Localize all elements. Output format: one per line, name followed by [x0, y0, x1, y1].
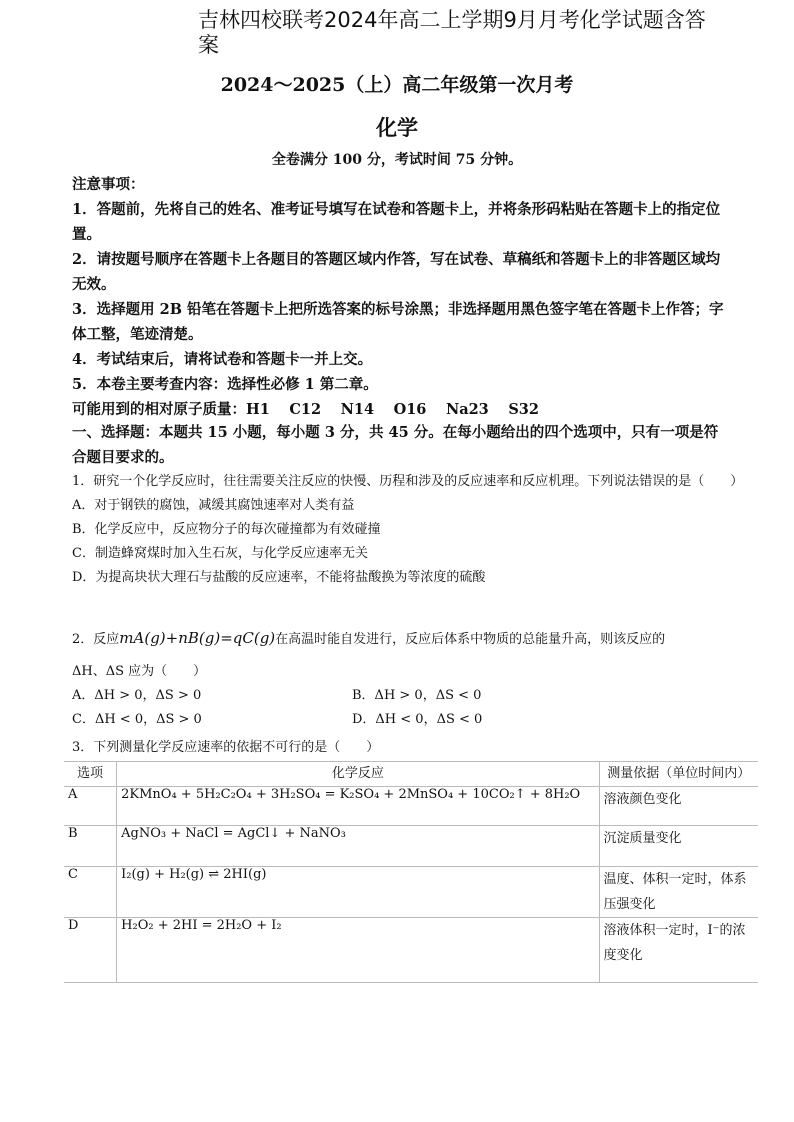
table-row — [64, 787, 758, 826]
option-d: D．ΔH < 0，ΔS < 0 — [352, 712, 483, 727]
header-reaction: 化学反应 — [117, 762, 599, 787]
notes-heading: 注意事项： — [72, 176, 145, 193]
row-option: A — [64, 787, 117, 826]
options-grid — [72, 684, 742, 732]
reaction-equation: mA(g)+nB(g)=qC(g) — [119, 629, 276, 647]
option-d: D．为提高块状大理石与盐酸的反应速率，不能将盐酸换为等浓度的硫酸 — [72, 570, 486, 585]
section-heading: 一、选择题：本题共 15 小题，每小题 3 分，共 45 分。在每小题给出的四个选项中，只有一项是符合题目要求的。 — [72, 424, 719, 466]
table-row — [64, 918, 758, 983]
document-title: 吉林四校联考2024年高二上学期9月月考化学试题含答案 — [198, 8, 706, 57]
question-3-table — [64, 761, 758, 983]
question-stem — [72, 626, 742, 652]
row-basis: 溶液体积一定时，I⁻的浓度变化 — [599, 918, 758, 983]
exam-title: 2024～2025（上）高二年级第一次月考 — [220, 74, 574, 96]
notes-block — [72, 172, 732, 422]
question-stem-line2: ΔH、ΔS 应为（ ） — [72, 664, 207, 679]
note-item: 2．请按题号顺序在答题卡上各题目的答题区域内作答，写在试卷、草稿纸和答题卡上的非答题区域均无效。 — [72, 251, 721, 293]
question-1 — [72, 470, 742, 590]
exam-meta: 全卷满分 100 分，考试时间 75 分钟。 — [271, 152, 523, 168]
row-basis: 温度、体积一定时，体系压强变化 — [599, 867, 758, 918]
table-row — [64, 826, 758, 867]
question-2 — [72, 626, 742, 732]
row-basis: 沉淀质量变化 — [599, 826, 758, 867]
note-item: 3．选择题用 2B 铅笔在答题卡上把所选答案的标号涂黑；非选择题用黑色签字笔在答题卡上作答；字体工整，笔迹清楚。 — [72, 301, 724, 343]
row-option: B — [64, 826, 117, 867]
row-reaction: 2KMnO₄ + 5H₂C₂O₄ + 3H₂SO₄ = K₂SO₄ + 2MnSO₄ + 10CO₂↑ + 8H₂O — [117, 787, 599, 826]
stem-prefix: 2．反应 — [72, 632, 120, 647]
option-a: A．ΔH > 0，ΔS > 0 — [72, 688, 202, 703]
atomic-masses: 可能用到的相对原子质量：H1 C12 N14 O16 Na23 S32 — [72, 401, 539, 418]
note-item: 1．答题前，先将自己的姓名、准考证号填写在试卷和答题卡上，并将条形码粘贴在答题卡上的指定位置。 — [72, 201, 721, 243]
option-c: C．ΔH < 0，ΔS > 0 — [72, 712, 202, 727]
header-basis: 测量依据（单位时间内） — [599, 762, 758, 787]
row-reaction: H₂O₂ + 2HI = 2H₂O + I₂ — [117, 918, 599, 983]
note-item: 5．本卷主要考查内容：选择性必修 1 第二章。 — [72, 376, 378, 393]
question-stem: 1．研究一个化学反应时，往往需要关注反应的快慢、历程和涉及的反应速率和反应机理。下列说法错误的是（ ） — [72, 474, 744, 489]
option-b: B．ΔH > 0，ΔS < 0 — [352, 688, 482, 703]
table-row — [64, 867, 758, 918]
stem-suffix: 在高温时能自发进行，反应后体系中物质的总能量升高，则该反应的 — [275, 632, 666, 647]
row-reaction: AgNO₃ + NaCl = AgCl↓ + NaNO₃ — [117, 826, 599, 867]
question-3-stem: 3．下列测量化学反应速率的依据不可行的是（ ） — [72, 740, 380, 755]
note-item: 4．考试结束后，请将试卷和答题卡一并上交。 — [72, 351, 373, 368]
row-option: D — [64, 918, 117, 983]
row-option: C — [64, 867, 117, 918]
row-basis: 溶液颜色变化 — [599, 787, 758, 826]
row-reaction: I₂(g) + H₂(g) ⇌ 2HI(g) — [117, 867, 599, 918]
option-b: B．化学反应中，反应物分子的每次碰撞都为有效碰撞 — [72, 522, 381, 537]
option-a: A．对于钢铁的腐蚀，减缓其腐蚀速率对人类有益 — [72, 498, 355, 513]
option-c: C．制造蜂窝煤时加入生石灰，与化学反应速率无关 — [72, 546, 368, 561]
table-header-row — [64, 762, 758, 787]
subject-title: 化学 — [376, 115, 418, 140]
header-option: 选项 — [64, 762, 117, 787]
